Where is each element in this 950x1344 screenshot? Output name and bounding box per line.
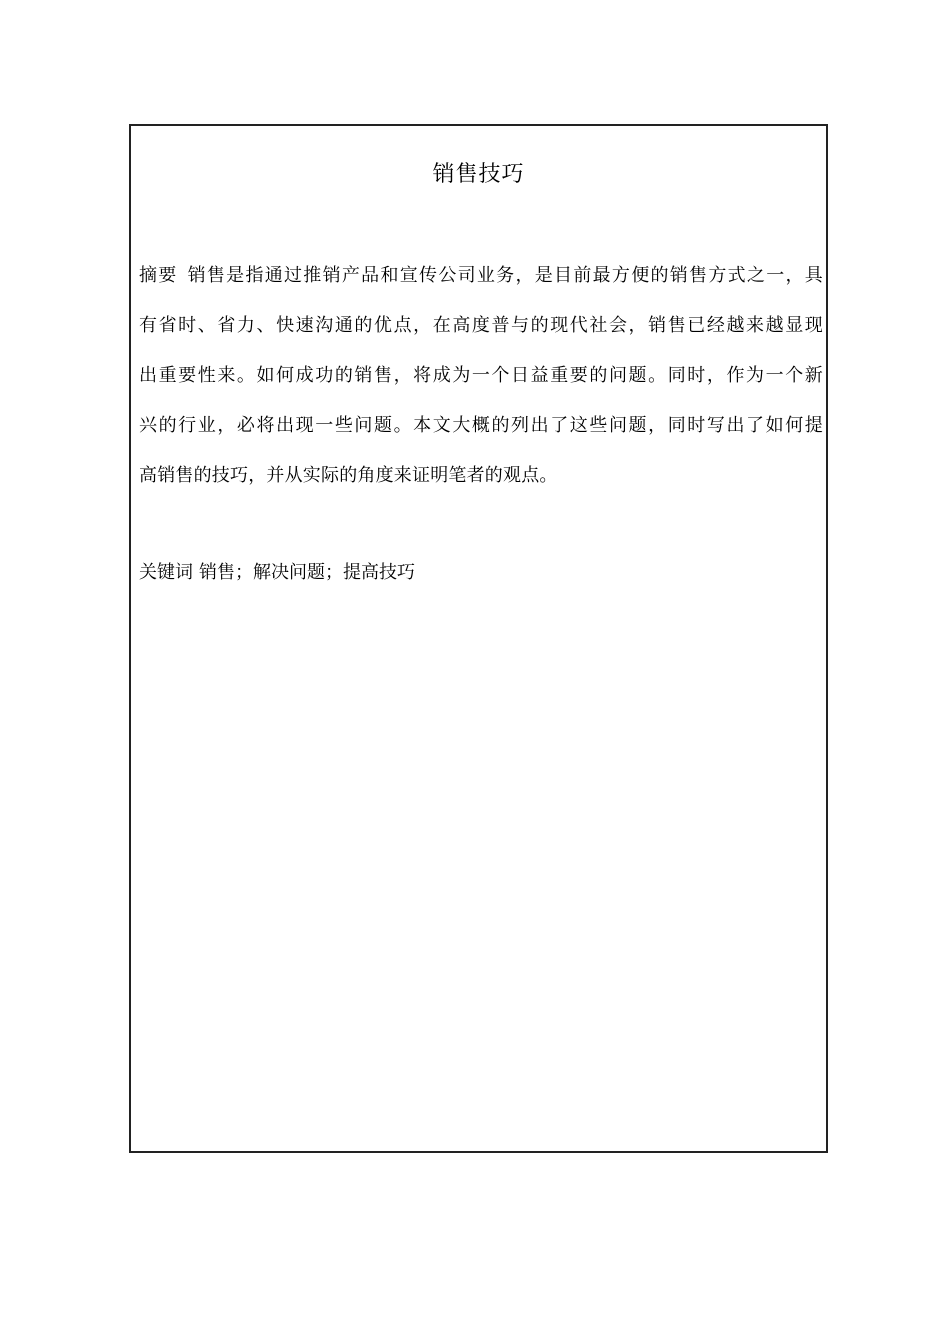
abstract-text: 销售是指通过推销产品和宣传公司业务，是目前最方便的销售方式之一，具 [187, 265, 823, 286]
keywords-label: 关键词 [139, 562, 193, 583]
keywords-line [139, 558, 415, 588]
document-frame [129, 124, 828, 1153]
abstract-paragraph [139, 251, 823, 501]
abstract-line: 有省时、省力、快速沟通的优点，在高度普与的现代社会，销售已经越来越显现 [139, 315, 823, 336]
abstract-label: 摘要 [139, 265, 178, 286]
keywords-value: 销售；解决问题；提高技巧 [199, 562, 415, 583]
document-title: 销售技巧 [432, 162, 525, 187]
abstract-line: 出重要性来。如何成功的销售，将成为一个日益重要的问题。同时，作为一个新 [139, 365, 823, 386]
abstract-line: 高销售的技巧，并从实际的角度来证明笔者的观点。 [139, 465, 558, 486]
abstract-line: 兴的行业，必将出现一些问题。本文大概的列出了这些问题，同时写出了如何提 [139, 415, 823, 436]
abstract-line [139, 251, 823, 301]
